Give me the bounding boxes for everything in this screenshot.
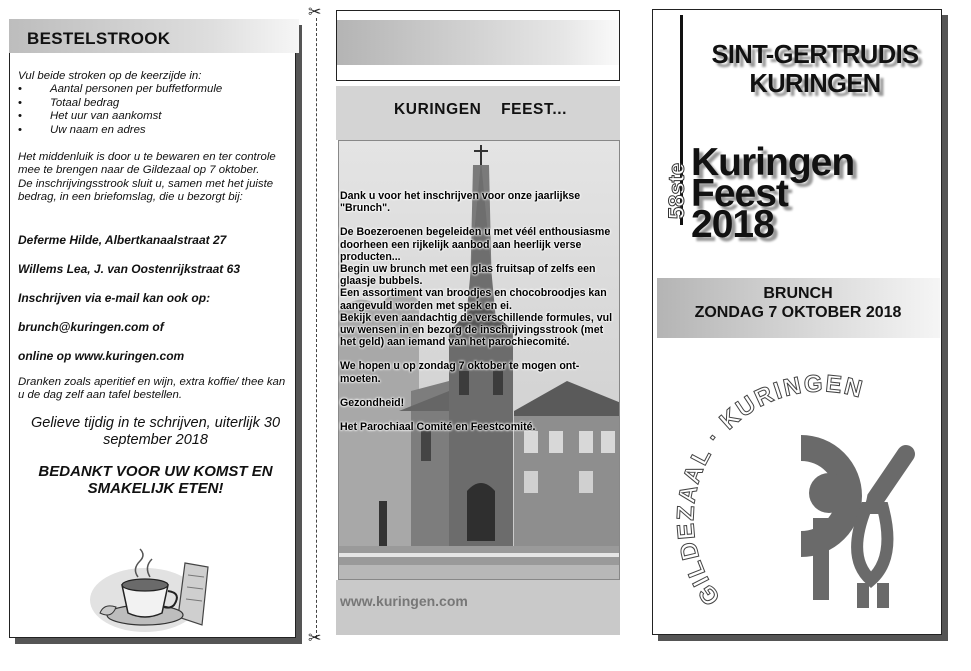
logo-figures	[801, 448, 906, 608]
cover-panel	[652, 9, 942, 635]
bread-text: Een assortiment van broodjes en chocobroodjes kan aangevuld worden met spek en ei.	[340, 287, 607, 312]
scissors-icon: ✂	[308, 4, 322, 21]
list-item: • Uw naam en adres	[18, 123, 146, 136]
return-note: De inschrijvingsstrook sluit u, samen met het juiste bedrag, in een briefomslag, die u bezorgt bij:	[18, 177, 274, 204]
cover-event-title	[691, 141, 941, 246]
order-strip-panel	[9, 19, 296, 638]
cheers-text: Gezondheid!	[340, 396, 405, 409]
middle-panel-note: Het middenluik is door u te bewaren en ter controle mee te brengen naar de Gildezaal op 7 oktober.	[18, 151, 276, 177]
middle-top-box	[336, 10, 620, 81]
deadline-note: Gelieve tijdig in te schrijven, uiterlijk 30 september 2018	[30, 415, 281, 449]
middle-body-text	[340, 190, 616, 433]
boezeroenen-text: De Boezeroenen begeleiden u met véél enthousiasme doorheen een rijkelijk aanbod aan heerlijk verse producten...	[340, 226, 611, 263]
list-item: • Aantal personen per buffetformule	[18, 83, 223, 96]
order-strip-body	[18, 70, 293, 497]
event-title-line-2: 2018	[691, 203, 774, 246]
drinks-note: Dranken zoals aperitief en wijn, extra koffie/ thee kan u de dag zelf aan tafel bestellen.	[18, 375, 286, 402]
cover-title	[687, 41, 943, 99]
brunch-label: BRUNCH	[763, 285, 833, 302]
online-registration: online op www.kuringen.com	[18, 348, 185, 363]
order-strip-title: BESTELSTROOK	[27, 29, 171, 48]
scissors-icon: ✂	[308, 630, 322, 647]
thanks-note: BEDANKT VOOR UW KOMST EN SMAKELIJK ETEN!	[38, 463, 273, 498]
meeting-text: We hopen u op zondag 7 oktober te mogen ont-moeten.	[340, 360, 580, 385]
contact-address-2: Willems Lea, J. van Oostenrijkstraat 63	[18, 261, 240, 276]
svg-text:GILDEZAAL · KURINGEN: GILDEZAAL · KURINGEN	[672, 370, 867, 611]
gildezaal-logo	[671, 368, 943, 630]
list-item: • Het uur van aankomst	[18, 110, 162, 123]
event-title-line-1: Kuringen Feest	[691, 141, 855, 215]
brunch-date	[653, 284, 943, 322]
edition-label: 58ste	[664, 162, 690, 220]
fold-line	[316, 18, 317, 638]
coffee-cup-icon	[90, 545, 220, 635]
middle-title: KURINGEN FEEST...	[394, 101, 568, 118]
email-intro: Inschrijven via e-mail kan ook op:	[18, 290, 211, 305]
signature-text: Het Parochiaal Comité en Feestcomité.	[340, 421, 536, 434]
order-strip-header	[9, 19, 299, 53]
middle-panel	[336, 10, 622, 635]
brunch-date-line: ZONDAG 7 OKTOBER 2018	[694, 304, 902, 321]
cover-title-line-2: KURINGEN	[749, 70, 881, 98]
website-url: www.kuringen.com	[340, 593, 468, 609]
instructions-intro: Vul beide stroken op de keerzijde in:	[18, 70, 202, 82]
cover-title-line-1: SINT-GERTRUDIS	[711, 41, 919, 69]
fruit-juice-text: Begin uw brunch met een glas fruitsap of zelfs een glaasje bubbels.	[340, 263, 596, 288]
thank-you-text: Dank u voor het inschrijven voor onze jaarlijkse "Brunch".	[340, 190, 581, 215]
contact-address-1: Deferme Hilde, Albertkanaalstraat 27	[18, 232, 227, 247]
list-item: • Totaal bedrag	[18, 96, 120, 109]
instructions-list	[18, 83, 293, 137]
formules-text: Bekijk even aandachtig de verschillende formules, vul uw wensen in en bezorg de inschrijvingsstrook (met het geld) aan iemand van het parochiecomité.	[340, 311, 613, 349]
email-address: brunch@kuringen.com of	[18, 319, 164, 334]
